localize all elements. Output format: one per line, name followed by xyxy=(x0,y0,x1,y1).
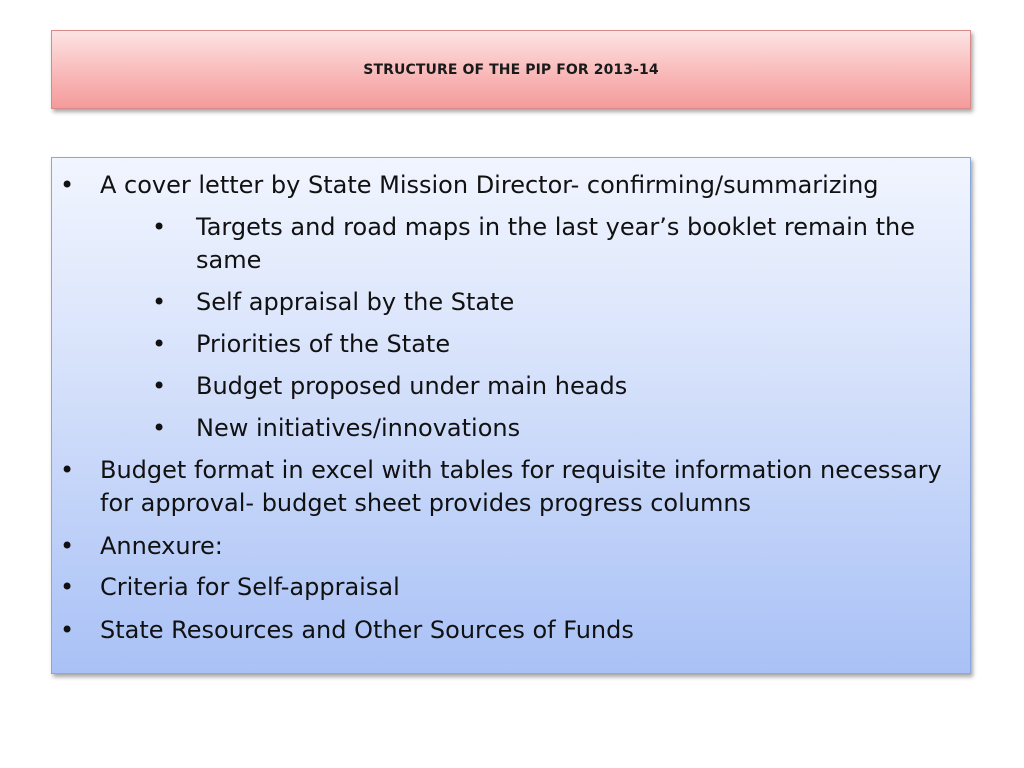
bullet-dot: • xyxy=(60,171,75,199)
bullet-item xyxy=(60,454,960,520)
sub-bullet-item xyxy=(152,412,966,445)
sub-bullet-item xyxy=(152,286,966,319)
bullet-text: Self appraisal by the State xyxy=(196,288,515,316)
sub-bullet-item xyxy=(152,370,966,403)
bullet-text: Priorities of the State xyxy=(196,330,451,358)
bullet-text: Budget format in excel with tables for requisite information necessary for approval- budget sheet provides progress columns xyxy=(100,456,942,517)
bullet-dot: • xyxy=(60,616,75,644)
bullet-item xyxy=(60,169,960,202)
bullet-dot: • xyxy=(152,414,167,442)
bullet-text: Criteria for Self-appraisal xyxy=(100,573,400,601)
bullet-dot: • xyxy=(152,288,167,316)
bullet-dot: • xyxy=(60,573,75,601)
bullet-dot: • xyxy=(152,213,167,241)
title-box xyxy=(51,30,971,109)
bullet-item xyxy=(60,571,960,604)
sub-bullet-item xyxy=(152,328,966,361)
bullet-text: Budget proposed under main heads xyxy=(196,372,628,400)
bullet-dot: • xyxy=(60,456,75,484)
bullet-dot: • xyxy=(152,372,167,400)
bullet-text: New initiatives/innovations xyxy=(196,414,521,442)
bullet-dot: • xyxy=(60,532,75,560)
bullet-dot: • xyxy=(152,330,167,358)
bullet-text: Targets and road maps in the last year’s booklet remain the same xyxy=(196,213,916,274)
bullet-text: A cover letter by State Mission Director- confirming/summarizing xyxy=(100,171,879,199)
bullet-item xyxy=(60,614,960,647)
bullet-item xyxy=(60,530,960,563)
bullet-text: State Resources and Other Sources of Funds xyxy=(100,616,634,644)
bullet-text: Annexure: xyxy=(100,532,223,560)
slide-title: STRUCTURE OF THE PIP FOR 2013-14 xyxy=(363,61,659,78)
sub-bullet-item xyxy=(152,211,966,277)
content-box xyxy=(51,157,971,674)
